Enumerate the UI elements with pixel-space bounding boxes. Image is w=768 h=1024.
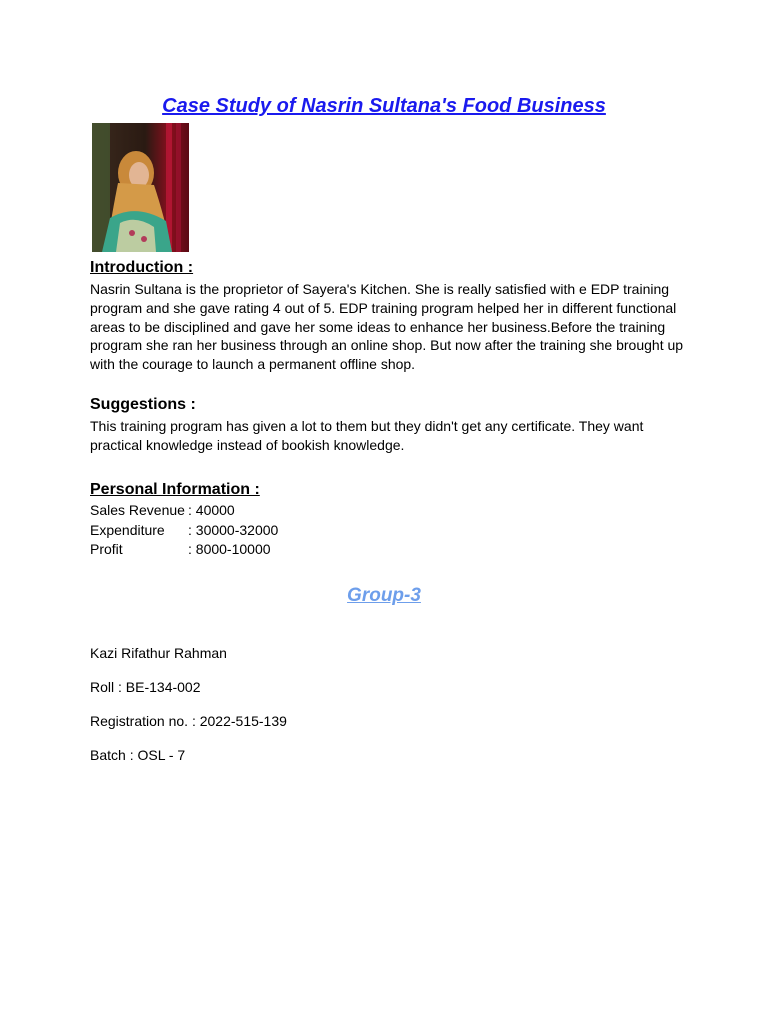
info-label: Expenditure <box>90 522 165 538</box>
member-name: Kazi Rifathur Rahman <box>90 645 227 661</box>
introduction-text: Nasrin Sultana is the proprietor of Sayera's Kitchen. She is really satisfied with e EDP training program and she gave rating 4 out of 5. EDP training program helped her in different functional areas to be disciplined and gave her some ideas to enhance her business.Before the training program she ran her business through an online shop. But now after the training she brought up with the courage to launch a permanent offline shop. <box>90 281 684 373</box>
portrait-photo <box>92 123 189 252</box>
info-row-expenditure <box>90 521 278 540</box>
group-label: Group-3 <box>347 585 421 606</box>
suggestions-heading: Suggestions : <box>90 396 196 413</box>
info-label: Profit <box>90 541 123 557</box>
info-value: : 8000-10000 <box>188 541 271 557</box>
member-batch: Batch : OSL - 7 <box>90 747 186 763</box>
personal-information-heading: Personal Information : <box>90 481 260 498</box>
document-title: Case Study of Nasrin Sultana's Food Business <box>162 95 606 117</box>
info-label: Sales Revenue <box>90 502 185 518</box>
info-value: : 40000 <box>188 502 235 518</box>
info-value: : 30000-32000 <box>188 522 279 538</box>
member-roll: Roll : BE-134-002 <box>90 679 201 695</box>
member-registration: Registration no. : 2022-515-139 <box>90 713 287 729</box>
info-row-sales-revenue <box>90 501 235 520</box>
suggestions-text: This training program has given a lot to them but they didn't get any certificate. They want practical knowledge instead of bookish knowledge. <box>90 418 644 453</box>
portrait-photo-icon <box>92 123 189 252</box>
info-row-profit <box>90 540 271 559</box>
introduction-heading: Introduction : <box>90 259 194 276</box>
